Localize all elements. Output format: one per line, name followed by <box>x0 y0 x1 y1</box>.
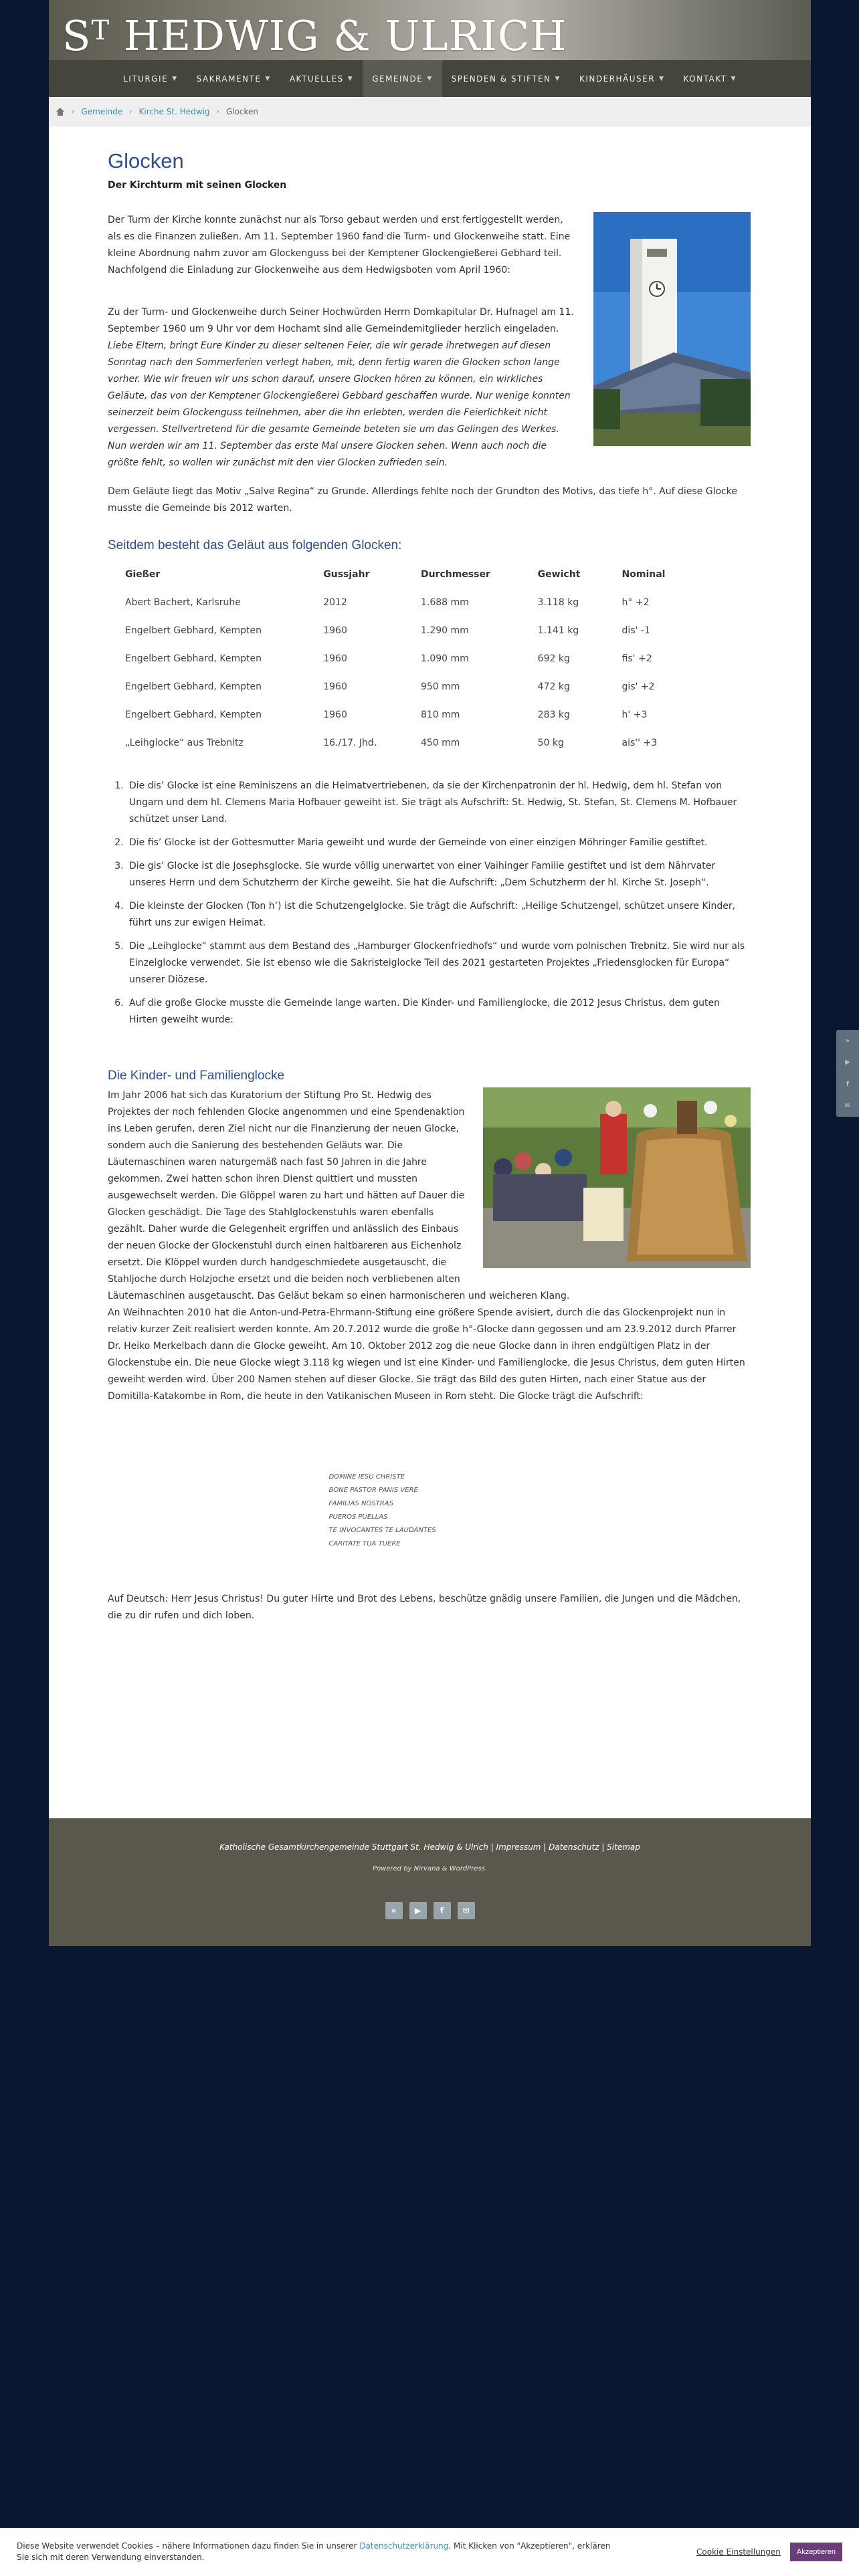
mail-icon[interactable]: ✉ <box>458 1902 475 1919</box>
table-row: Engelbert Gebhard, Kempten 1960 1.090 mm 692 kg fis' +2 <box>125 653 652 664</box>
list-item: 2. Die fis’ Glocke ist der Gottesmutter Maria geweiht und wurde der Gemeinde von einer einzigen Möhringer Familie gestiftet. <box>126 835 751 851</box>
cookie-settings-link[interactable]: Cookie Einstellungen <box>696 2547 781 2557</box>
bells-table-heading: Seitdem besteht das Geläut aus folgenden Glocken: <box>108 538 402 552</box>
facebook-icon[interactable]: f <box>846 1080 850 1088</box>
facebook-icon[interactable]: f <box>434 1902 451 1919</box>
list-item: 6. Auf die große Glocke musste die Gemeinde lange warten. Die Kinder- und Familienglocke, die 2012 Jesus Christus, dem guten Hirten geweiht wurde: <box>126 995 751 1029</box>
breadcrumb-kirche[interactable]: Kirche St. Hedwig <box>138 106 210 116</box>
site-logo[interactable]: $S^T$ HEDWIG & ULRICH <box>62 11 567 60</box>
church-tower-image <box>593 212 751 446</box>
table-header-row <box>112 562 694 589</box>
breadcrumb-gemeinde[interactable]: Gemeinde <box>81 106 123 116</box>
breadcrumb-current: Glocken <box>225 106 259 116</box>
bell-consecration-image <box>483 1087 751 1268</box>
youtube-icon[interactable]: ▶ <box>409 1902 427 1919</box>
home-icon[interactable] <box>56 108 65 116</box>
nav-item-kontakt[interactable]: KONTAKT ▼ <box>683 74 737 84</box>
page-title: Glocken <box>108 149 184 173</box>
cookie-banner <box>0 2528 859 2576</box>
chevron-down-icon: ▼ <box>265 75 271 82</box>
table-row: „Leihglocke“ aus Trebnitz 16./17. Jhd. 450 mm 50 kg ais'' +3 <box>125 738 658 748</box>
chevron-down-icon: ▼ <box>555 75 561 82</box>
col-header-nominal: Nominal <box>622 569 666 580</box>
breadcrumb <box>49 97 811 126</box>
mail-icon[interactable]: ✉ <box>844 1102 851 1110</box>
privacy-link[interactable]: Datenschutzerklärung <box>359 2541 449 2551</box>
cookie-actions <box>696 2543 842 2561</box>
list-item: 1. Die dis’ Glocke ist eine Reminiszens an die Heimatvertriebenen, da sie der Kirchenpatronin der hl. Hedwig, dem hl. Stefan von Ungarn und dem hl. Clemens Maria Hofbauer geweiht ist. Sie trägt als Aufschrift: St. Hedwig, St. Stefan, St. Clemens M. Hofbauer schützet unser Land. <box>126 778 751 828</box>
nav-item-aktuelles[interactable]: AKTUELLES ▼ <box>289 74 354 84</box>
col-header-giesser: Gießer <box>125 569 161 580</box>
chevron-down-icon: ▼ <box>172 75 178 82</box>
table-row: Engelbert Gebhard, Kempten 1960 1.290 mm 1.141 kg dis' -1 <box>125 625 650 636</box>
rss-icon[interactable]: » <box>845 1037 850 1045</box>
list-item: 5. Die „Leihglocke“ stammt aus dem Bestand des „Hamburger Glockenfriedhofs“ und wurde vom polnischen Trebnitz. Sie wird nur als Einzelglocke verwendet. Sie ist ebenso wie die Sakristeiglocke Teil des 2021 gestarteten Projektes „Friedensglocken für Europa“ unserer Diözese. <box>126 938 751 988</box>
translation-paragraph: Auf Deutsch: Herr Jesus Christus! Du guter Hirte und Brot des Lebens, beschütze gnädig unsere Familien, die Jungen und die Mädchen, die zu dir rufen und dich loben. <box>108 1594 741 1621</box>
table-row: Abert Bachert, Karlsruhe 2012 1.688 mm 3.118 kg h° +2 <box>125 597 650 608</box>
page-subtitle: Der Kirchturm mit seinen Glocken <box>108 180 287 191</box>
col-header-gewicht: Gewicht <box>537 569 581 580</box>
intro-paragraph: Der Turm der Kirche konnte zunächst nur als Torso gebaut werden und erst fertiggestellt werden, als es die Finanzen zuließen. Am 11. September 1960 fand die Turm- und Glockenweihe statt. Eine kleine Abordnung nahm zuvor am Glockenguss bei der Kemptener Glockengießerei Gebhard teil. Nachfolgend die Einladung zur Glockenweihe aus dem Hedwigsboten vom April 1960: <box>108 215 571 276</box>
family-bell-text-1: Im Jahr 2006 hat sich das Kuratorium der Stiftung Pro St. Hedwig des Projektes der noch fehlenden Glocke angenommen und eine Spendenaktion ins Leben gerufen, deren Ziel nicht nur die Finanzierung der neuen Glocke, sondern auch die Sanierung des bestehenden Geläuts war. Die Läutemaschinen waren naturgemäß nach fast 50 Jahren in die Jahre gekommen. Zwei hatten schon ihren Dienst quittiert und mussten ausgewechselt werden. Die Glöppel waren zu hart und hätten auf Dauer die Glocken geschädigt. Die Tage des Stahlglockenstuhls waren ebenfalls gezählt. Daher wurde die Gelegenheit ergriffen und anlässlich des Einbaus der neuen Glocke der Glockenstuhl durch einen haltbareren aus Eichenholz ersetzt. Die Klöppel wurden durch handgeschmiedete ausgetauscht, die Stahljoche durch Holzjoche ersetzt und die beiden noch verbliebenen alten Läutemaschinen ausgetauscht. Das Geläut bekam so einen harmonischeren und weicheren Klang. <box>108 1090 570 1301</box>
table-row: Engelbert Gebhard, Kempten 1960 810 mm 283 kg h' +3 <box>125 710 648 720</box>
youtube-icon[interactable]: ▶ <box>845 1059 850 1067</box>
chevron-right-icon: › <box>129 107 132 116</box>
invitation-paragraph: Zu der Turm- und Glockenweihe durch Seiner Hochwürden Herrn Domkapitular Dr. Hufnagel am 11. September 1960 um 9 Uhr vor dem Hochamt sind alle Gemeindemitglieder herzlich eingeladen. <box>108 307 574 334</box>
bell-inscription: DOMINE IESU CHRISTE BONE PASTOR PANIS VERE FAMILIAS NOSTRAS PUEROS PUELLAS TE INVOCANTES TE LAUDANTES CARITATE TUA TUERE <box>328 1473 436 1547</box>
site-footer <box>49 1818 811 1946</box>
bells-table <box>112 562 694 758</box>
main-nav <box>49 60 811 97</box>
chevron-down-icon: ▼ <box>427 75 433 82</box>
nav-item-spenden[interactable]: SPENDEN & STIFTEN ▼ <box>451 74 561 84</box>
col-header-gussjahr: Gussjahr <box>323 569 370 580</box>
chevron-right-icon: › <box>72 107 75 116</box>
table-row: Engelbert Gebhard, Kempten 1960 950 mm 472 kg gis' +2 <box>125 681 655 692</box>
footer-social <box>49 1902 811 1919</box>
site-header <box>49 0 811 60</box>
bell-notes-list <box>126 778 751 1029</box>
footer-links[interactable]: Katholische Gesamtkirchengemeinde Stuttgart St. Hedwig & Ulrich | Impressum | Datenschutz | Sitemap <box>219 1842 640 1852</box>
family-bell-heading: Die Kinder- und Familienglocke <box>108 1069 285 1083</box>
nav-item-sakramente[interactable]: SAKRAMENTE ▼ <box>196 74 271 84</box>
nav-item-gemeinde[interactable]: GEMEINDE ▼ <box>363 60 442 97</box>
chevron-right-icon: › <box>216 107 219 116</box>
cookie-text: Diese Website verwendet Cookies – nähere Informationen dazu finden Sie in unserer Datenschutzerklärung. Mit Klicken von "Akzeptieren", erklären Sie sich mit deren Verwendung einverstanden. <box>17 2541 611 2562</box>
chevron-down-icon: ▼ <box>659 75 665 82</box>
chevron-down-icon: ▼ <box>347 75 354 82</box>
chevron-down-icon: ▼ <box>731 75 737 82</box>
nav-item-kinderhaeuser[interactable]: KINDERHÄUSER ▼ <box>579 74 665 84</box>
list-item: 4. Die kleinste der Glocken (Ton h’) ist die Schutzengelglocke. Sie trägt die Aufschrift: „Heilige Schutzengel, schützet unsere Kinder, führt uns zur ewigen Heimat. <box>126 898 751 932</box>
footer-powered: Powered by Nirvana & WordPress. <box>372 1865 488 1872</box>
family-bell-text-2: An Weihnachten 2010 hat die Anton-und-Petra-Ehrmann-Stiftung eine größere Spende avisiert, durch die das Glockenprojekt nun in relativ kurzer Zeit realisiert werden konnte. Am 20.7.2012 wurde die große h°-Glocke dann gegossen und am 23.9.2012 durch Pfarrer Dr. Heiko Merkelbach dann die Glocke geweiht. Am 10. Oktober 2012 zog die neue Glocke dann in ihren endgültigen Platz in der Glockenstube ein. Die neue Glocke wiegt 3.118 kg wiegen und ist eine Kinder- und Familienglocke, die Jesus Christus, dem guten Hirten geweiht werden wird. Über 200 Namen stehen auf dieser Glocke. Sie trägt das Bild des guten Hirten, nach einer Statue aus der Domitilla-Katakombe in Rom, die heute in den Vatikanischen Museen in Rom steht. Die Glocke trägt die Aufschrift: <box>108 1307 745 1402</box>
main-content <box>49 126 811 1818</box>
col-header-durchmesser: Durchmesser <box>420 569 490 580</box>
site-wrapper <box>49 0 811 1946</box>
accept-cookies-button[interactable]: Akzeptieren <box>790 2543 842 2561</box>
invitation-italic: Liebe Eltern, bringt Eure Kinder zu dieser seltenen Feier, die wir gerade ihretwegen auf diesen Sonntag nach den Sommerferien verlegt haben, mit, denn fertig waren die Glocken schon lange vorher. Wie wir freuen wir uns schon darauf, unsere Glocken hören zu können, ein wirkliches Geläute, das von der Kemptener Glockengießerei Gebbard geschaffen wurde. Nur wenige konnten seinerzeit beim Glockenguss teilnehmen, aber die ihn erlebten, werden die Feierlichkeit nicht vergessen. Stellvertretend für die gesamte Gemeinde beteten sie um das Gelingen des Werkes. Nun werden wir am 11. September das erste Mal unsere Glocken sehen. Wenn auch noch die größte fehlt, so wollen wir zunächst mit den vier Glocken zufrieden sein. <box>108 340 571 468</box>
list-item: 3. Die gis’ Glocke ist die Josephsglocke. Sie wurde völlig unerwartet von einer Vaihinger Familie gestiftet und ist dem Nährvater unseres Herrn und dem Schutzherrn der Kirche geweiht. Sie hat die Aufschrift: „Dem Schutzherrn der hl. Kirche St. Joseph“. <box>126 858 751 891</box>
motif-paragraph: Dem Geläute liegt das Motiv „Salve Regina“ zu Grunde. Allerdings fehlte noch der Grundton des Motivs, das tiefe h°. Auf diese Glocke musste die Gemeinde bis 2012 warten. <box>108 486 737 514</box>
rss-icon[interactable]: » <box>385 1902 403 1919</box>
nav-item-liturgie[interactable]: LITURGIE ▼ <box>123 74 178 84</box>
side-social-bar <box>836 1030 859 1117</box>
